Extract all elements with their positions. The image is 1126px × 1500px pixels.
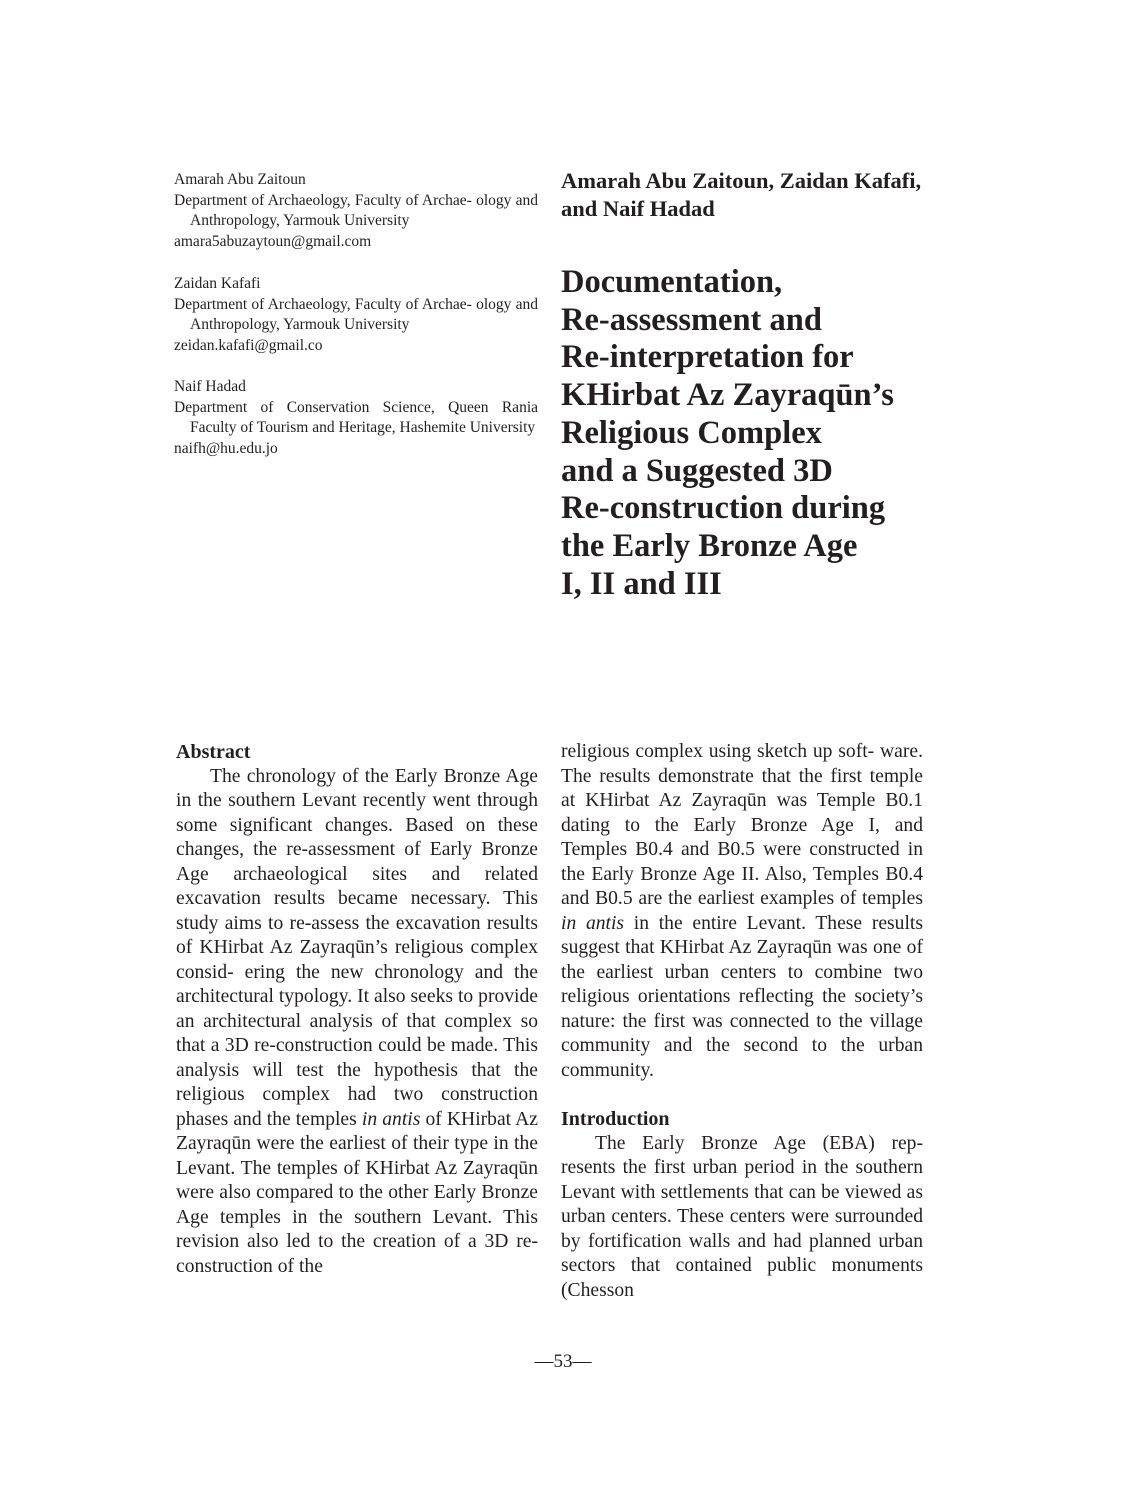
author-email[interactable]: naifh@hu.edu.jo [174, 439, 278, 457]
author-email[interactable]: amara5abuzaytoun@gmail.com [174, 232, 372, 250]
title-line: I, II and III [561, 565, 722, 602]
page-number: —53— [534, 1351, 592, 1372]
introduction-heading: Introduction [561, 1108, 670, 1130]
author-name: Amarah Abu Zaitoun [174, 171, 306, 188]
title-line: and a Suggested 3D [561, 452, 833, 489]
title-line: Re-construction during [561, 490, 886, 527]
author-name: Naif Hadad [174, 378, 246, 395]
abstract-heading: Abstract [176, 741, 251, 763]
title-line: KHirbat Az Zayraqūn’s [561, 377, 894, 414]
title-line: Documentation, [561, 264, 783, 300]
body-column-right [561, 740, 923, 1303]
abstract-text: The chronology of the Early Bronze Age in the southern Levant recently went through some significant changes. Based on these changes, the re-assessment of Early Bronze Age archaeological sites and related excavation results became necessary. This study aims to re-assess the excavation results of KHirbat Az Zayraqūn’s religious complex consid- ering the new chronology and the architectural typology. It also seeks to provide an architectural analysis of that complex so that a 3D re-construction could be made. This analysis will test the hypothesis that the religious complex had two construction phases and the temples [176, 765, 538, 1130]
title-line: Re-interpretation for [561, 339, 854, 376]
author-department: Department of Conservation Science, Queen Rania Faculty of Tourism and Heritage, Hashemite University [174, 398, 538, 437]
author-department: Department of Archaeology, Faculty of Archae- ology and Anthropology, Yarmouk University [174, 191, 538, 230]
author-email[interactable]: zeidan.kafafi@gmail.co [174, 336, 323, 354]
author-name: Zaidan Kafafi [174, 275, 261, 292]
title-line: Religious Complex [561, 414, 822, 451]
introduction-paragraph: The Early Bronze Age (EBA) rep- resents the first urban period in the southern Levant with settlements that can be viewed as urban centers. These centers were surrounded by fortification walls and had planned urban sectors that contained public monuments (Chesson [561, 1132, 923, 1301]
body-column-left [176, 740, 538, 1279]
abstract-italic-term: in antis [361, 1108, 421, 1130]
author-affiliation [174, 170, 538, 252]
abstract-paragraph [176, 765, 538, 1280]
author-affiliation [174, 377, 538, 459]
abstract-text: in the entire Levant. These results suggest that KHirbat Az Zayraqūn was one of the earliest urban centers to combine two religious orientations reflecting the society’s nature: the first was connected to the village community and the second to the urban community. [561, 912, 923, 1081]
abstract-text: of KHirbat Az Zayraqūn were the earliest of their type in the Levant. The temples of KHirbat Az Zayraqūn were also compared to the other Early Bronze Age temples in the southern Levant. This revision also led to the creation of a 3D re-construction of the [176, 1108, 538, 1277]
abstract-paragraph-continued [561, 740, 923, 1083]
abstract-text: religious complex using sketch up soft- ware. The results demonstrate that the first temple at KHirbat Az Zayraqūn was Temple B0.1 dating to the Early Bronze Age I, and Temples B0.4 and B0.5 were constructed in the Early Bronze Age II. Also, Temples B0.4 and B0.5 are the earliest examples of temples [561, 741, 923, 909]
title-line: Re-assessment and [561, 301, 822, 338]
authors-heading: Amarah Abu Zaitoun, Zaidan Kafafi, and Naif Hadad [561, 168, 922, 221]
abstract-italic-term: in antis [561, 912, 625, 934]
author-department: Department of Archaeology, Faculty of Archae- ology and Anthropology, Yarmouk University [174, 295, 538, 334]
author-affiliation [174, 274, 538, 356]
title-line: the Early Bronze Age [561, 527, 858, 564]
article-title [561, 264, 961, 603]
